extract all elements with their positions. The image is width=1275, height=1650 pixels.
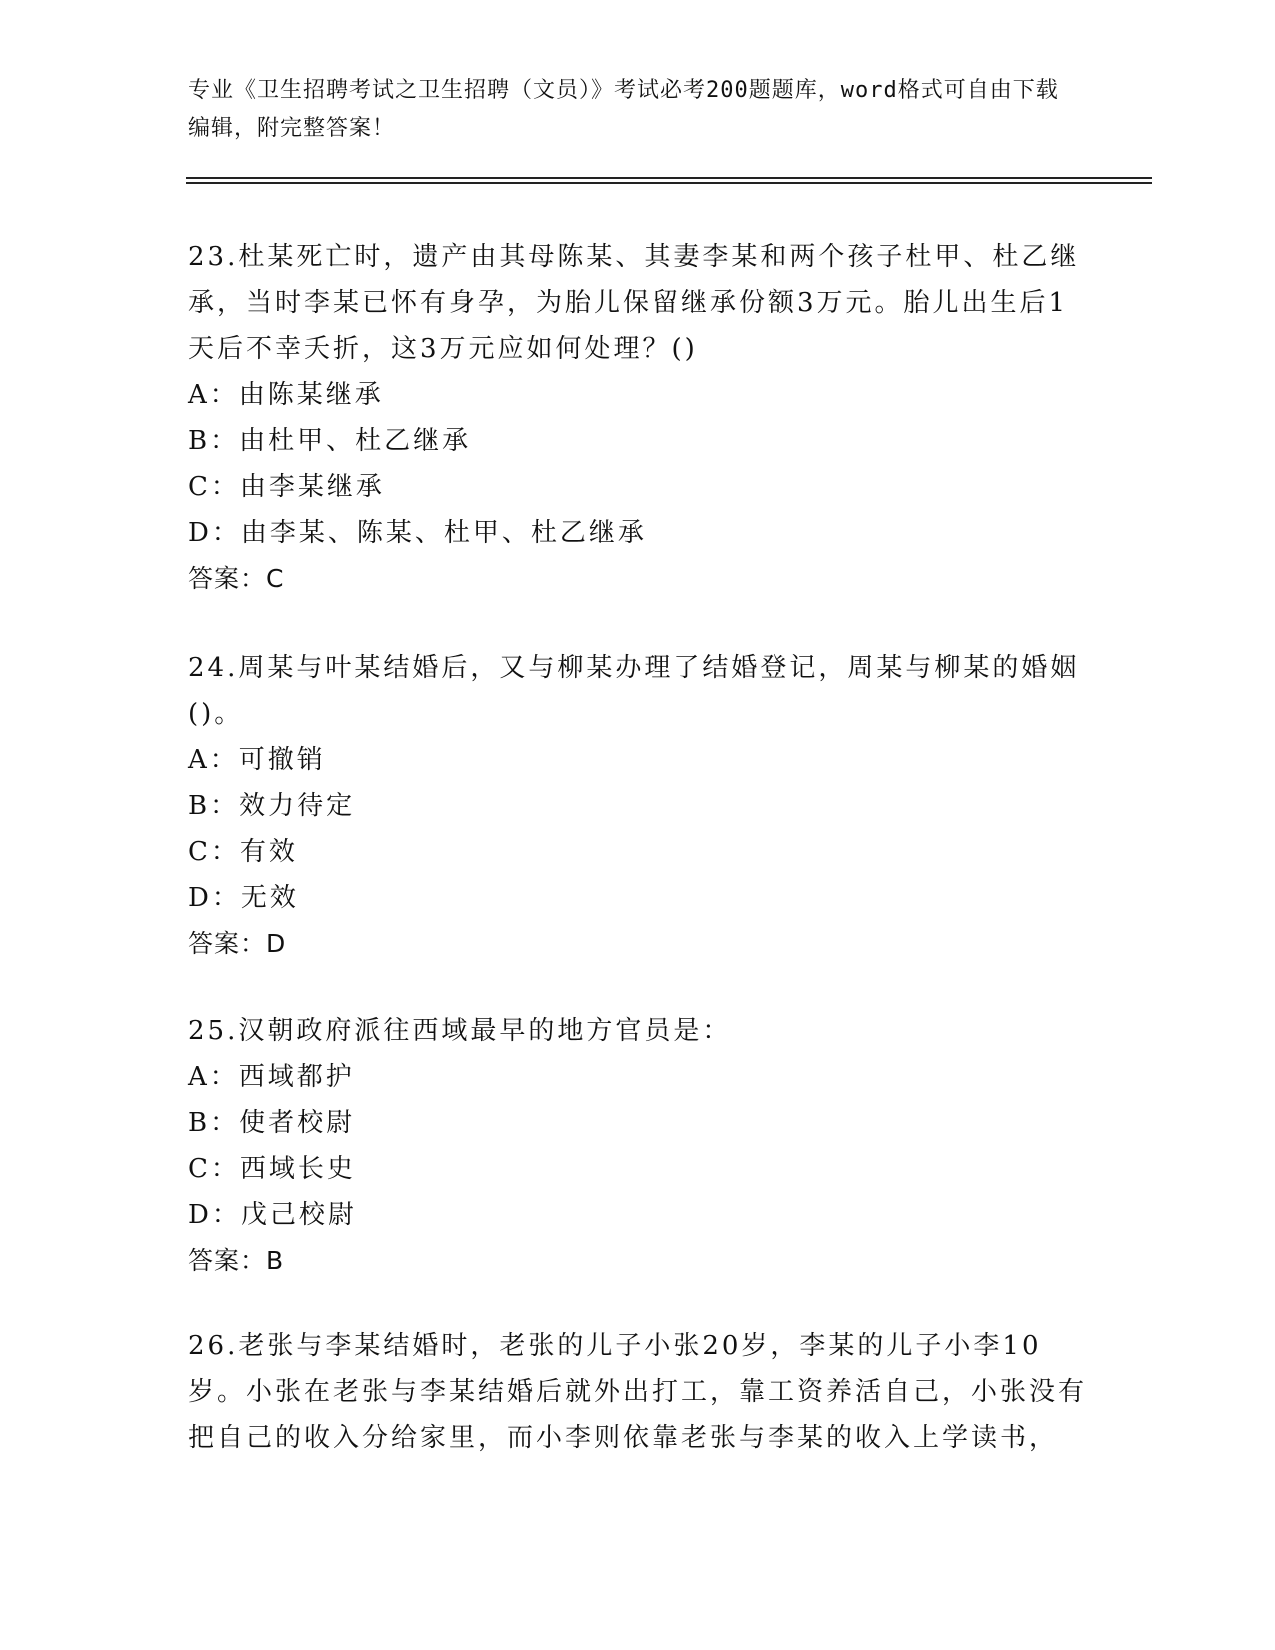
option-c: C：西域长史 bbox=[188, 1154, 356, 1184]
question-stem: 25.汉朝政府派往西域最早的地方官员是： bbox=[188, 1016, 732, 1046]
question-stem: 24.周某与叶某结婚后，又与柳某办理了结婚登记，周某与柳某的婚姻()。 bbox=[188, 653, 1080, 729]
header-rule-top bbox=[186, 177, 1152, 179]
option-a: A：由陈某继承 bbox=[188, 380, 384, 410]
answer-text: 答案：D bbox=[188, 929, 287, 958]
option-b: B：由杜甲、杜乙继承 bbox=[188, 426, 472, 456]
option-d: D：由李某、陈某、杜甲、杜乙继承 bbox=[188, 518, 647, 548]
answer-text: 答案：B bbox=[188, 1246, 285, 1275]
question-stem: 23.杜某死亡时，遗产由其母陈某、其妻李某和两个孩子杜甲、杜乙继承，当时李某已怀有身孕，为胎儿保留继承份额3万元。胎儿出生后1天后不幸夭折，这3万元应如何处理？() bbox=[188, 242, 1080, 364]
option-c: C：有效 bbox=[188, 837, 298, 867]
option-a: A：西域都护 bbox=[188, 1062, 355, 1092]
option-d: D：戊己校尉 bbox=[188, 1200, 357, 1230]
option-b: B：效力待定 bbox=[188, 791, 356, 821]
question-25 bbox=[188, 1008, 1088, 1284]
option-d: D：无效 bbox=[188, 883, 299, 913]
header-rule-bottom bbox=[186, 182, 1152, 184]
option-c: C：由李某继承 bbox=[188, 472, 385, 502]
question-26 bbox=[188, 1323, 1088, 1461]
question-24 bbox=[188, 645, 1088, 967]
question-23 bbox=[188, 234, 1088, 602]
option-b: B：使者校尉 bbox=[188, 1108, 356, 1138]
header-text: 专业《卫生招聘考试之卫生招聘（文员）》考试必考200题题库，word格式可自由下载编辑，附完整答案！ bbox=[188, 78, 1059, 141]
question-stem: 26.老张与李某结婚时，老张的儿子小张20岁，李某的儿子小李10岁。小张在老张与李某结婚后就外出打工，靠工资养活自己，小张没有把自己的收入分给家里，而小李则依靠老张与李某的收入上学读书， bbox=[188, 1331, 1088, 1453]
option-a: A：可撤销 bbox=[188, 745, 326, 775]
answer-text: 答案：C bbox=[188, 564, 285, 593]
document-header bbox=[188, 72, 1068, 148]
